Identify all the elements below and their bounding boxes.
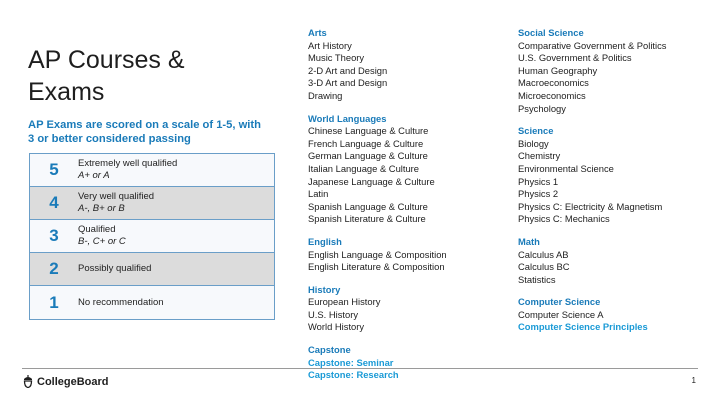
capstone-heading: Capstone: [308, 344, 351, 356]
score-grade: B-, C+ or C: [78, 236, 126, 247]
course-item: Art History: [308, 39, 352, 51]
course-item: Italian Language & Culture: [308, 162, 420, 174]
course-item: Calculus BC: [518, 261, 570, 273]
course-item: English Language & Composition: [308, 248, 447, 260]
course-item: 2-D Art and Design: [308, 64, 388, 76]
course-item: Spanish Literature & Culture: [308, 213, 426, 225]
course-item: Music Theory: [308, 52, 365, 64]
score-description: [78, 224, 126, 248]
score-desc: Extremely well qualified: [78, 158, 178, 169]
course-item: Physics 2: [518, 188, 559, 200]
score-number: 4: [49, 193, 59, 212]
math-heading: Math: [518, 235, 540, 247]
score-description: [78, 297, 164, 309]
course-item: Comparative Government & Politics: [518, 39, 667, 51]
course-item: Environmental Science: [518, 162, 614, 174]
computer-science-heading: Computer Science: [518, 296, 601, 308]
footer-divider: [22, 368, 698, 369]
score-row: [30, 154, 274, 187]
score-table: [29, 153, 275, 320]
course-item: Physics C: Mechanics: [518, 213, 610, 225]
course-item: Calculus AB: [518, 248, 569, 260]
course-item: Psychology: [518, 102, 566, 114]
course-item: Macroeconomics: [518, 77, 589, 89]
course-item: French Language & Culture: [308, 137, 424, 149]
course-item: Capstone: Research: [308, 369, 399, 381]
course-item: Biology: [518, 137, 549, 149]
score-description: [78, 191, 154, 215]
course-item: Physics 1: [518, 175, 559, 187]
social-science-heading: Social Science: [518, 27, 584, 38]
course-item: German Language & Culture: [308, 150, 428, 162]
course-item: Latin: [308, 188, 329, 200]
course-item: Japanese Language & Culture: [308, 175, 435, 187]
score-row: [30, 286, 274, 319]
score-description: [78, 263, 151, 275]
score-number: 1: [49, 292, 59, 312]
course-item: Spanish Language & Culture: [308, 200, 428, 212]
score-number: 3: [49, 226, 59, 245]
course-item: U.S. History: [308, 308, 359, 320]
score-desc: No recommendation: [78, 296, 164, 308]
page-number: 1: [691, 376, 696, 385]
course-item: Chemistry: [518, 150, 561, 162]
world-languages-heading: World Languages: [308, 112, 387, 124]
course-item: Statistics: [518, 273, 556, 285]
course-item: Microeconomics: [518, 89, 586, 101]
course-item: Capstone: Seminar: [308, 356, 394, 368]
score-number: 5: [49, 160, 59, 179]
score-desc: Qualified: [78, 224, 116, 235]
page-title: AP Courses & Exams: [28, 46, 185, 106]
history-heading: History: [308, 283, 341, 295]
score-desc: Very well qualified: [78, 191, 155, 202]
score-grade: A-, B+ or B: [78, 203, 125, 214]
score-number: 2: [49, 259, 59, 278]
course-item: Drawing: [308, 89, 343, 101]
course-item: Physics C: Electricity & Magnetism: [518, 200, 663, 212]
course-item: World History: [308, 321, 365, 333]
score-row: [30, 253, 274, 286]
score-desc: Possibly qualified: [78, 263, 152, 274]
course-item: Human Geography: [518, 64, 598, 76]
college-board-logo: [22, 375, 109, 388]
course-item: English Literature & Composition: [308, 261, 445, 273]
course-item: European History: [308, 296, 381, 308]
arts-heading: Arts: [308, 27, 327, 38]
course-column-right: [518, 27, 667, 334]
score-description: [78, 158, 177, 182]
logo-text: CollegeBoard: [37, 375, 109, 388]
acorn-icon: [22, 375, 34, 388]
course-item: Computer Science Principles: [518, 321, 648, 333]
course-column-middle: [308, 27, 447, 382]
score-grade: A+ or A: [78, 170, 110, 181]
science-heading: Science: [518, 125, 554, 137]
score-row: [30, 187, 274, 220]
course-item: Chinese Language & Culture: [308, 125, 429, 137]
course-item: U.S. Government & Politics: [518, 52, 632, 64]
english-heading: English: [308, 235, 342, 247]
course-item: 3-D Art and Design: [308, 77, 388, 89]
course-item: Computer Science A: [518, 308, 604, 320]
score-row: [30, 220, 274, 253]
subtitle: AP Exams are scored on a scale of 1-5, with 3 or better considered passing: [28, 119, 261, 145]
